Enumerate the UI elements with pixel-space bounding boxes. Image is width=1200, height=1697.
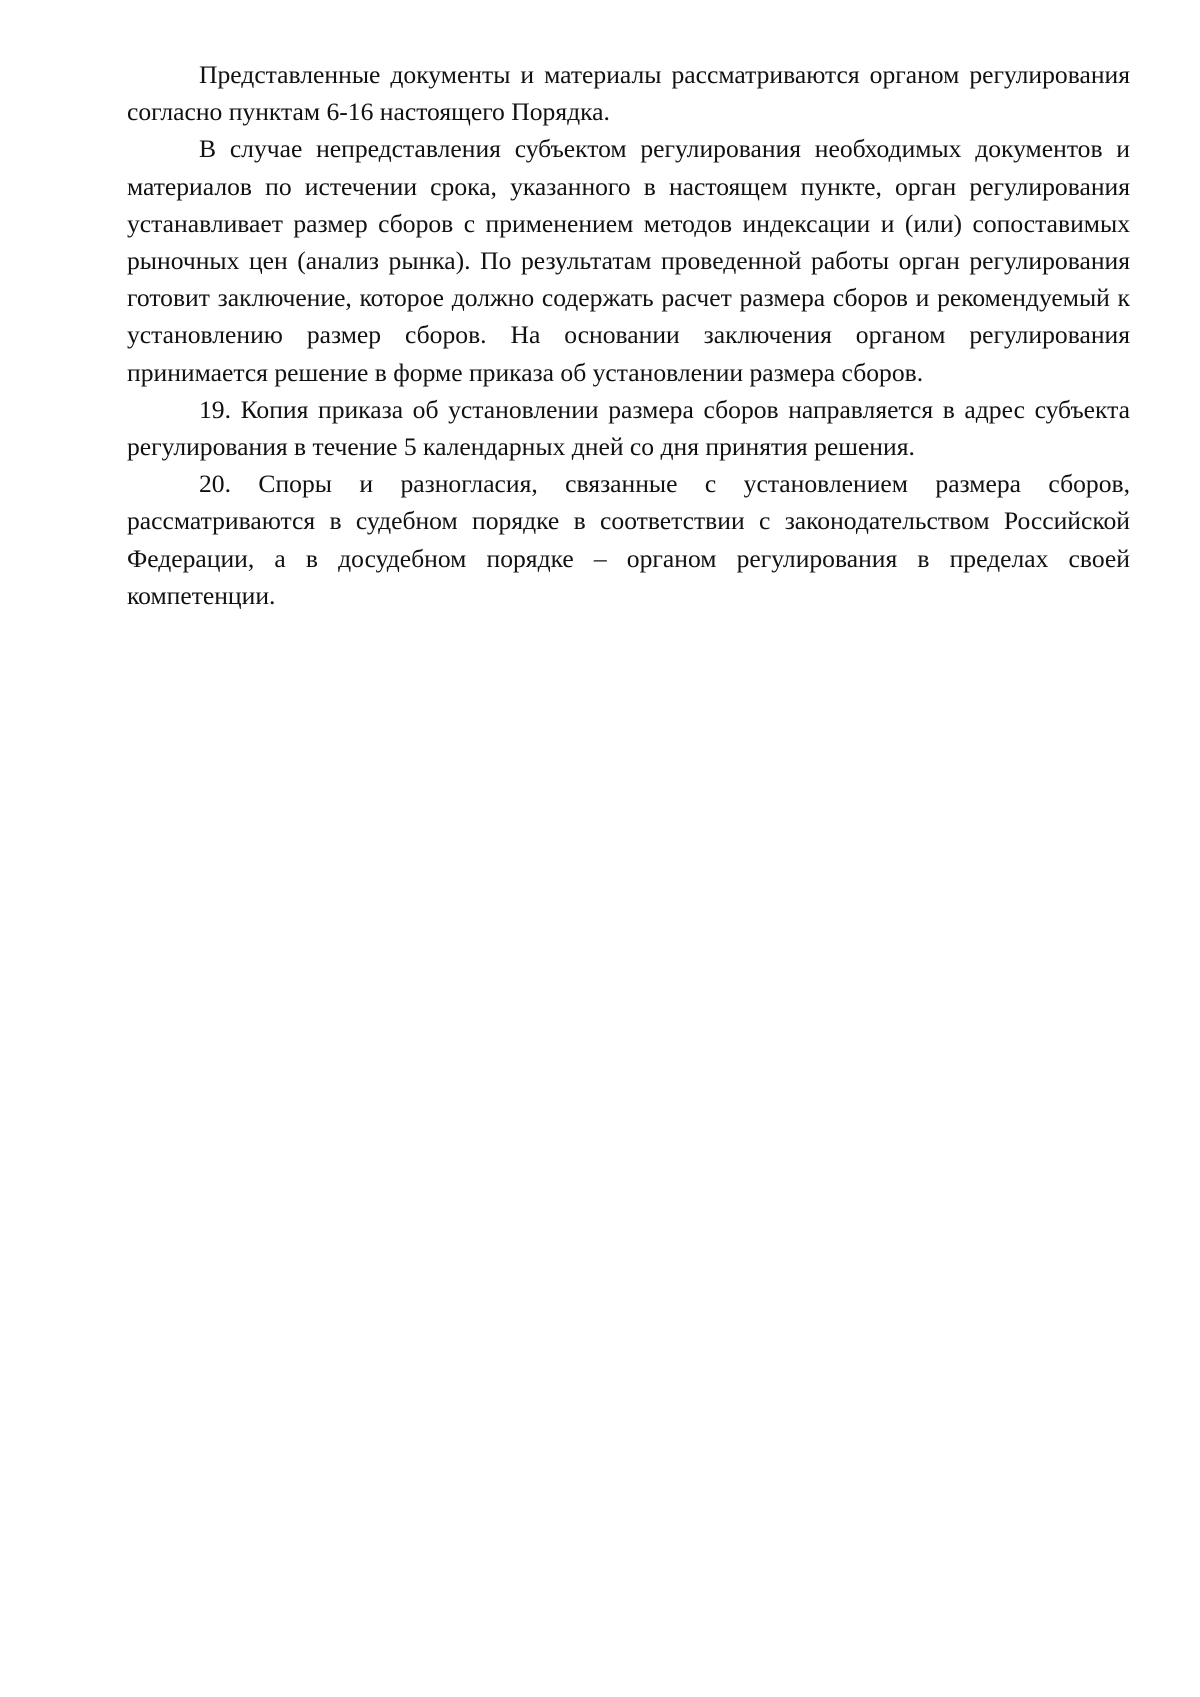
paragraph-non-submission: В случае непредставления субъектом регулирования необходимых документов и материалов по истечении срока, указанного в настоящем пункте, орган регулирования устанавливает размер сборов с применением методов индексации и (или) сопоставимых рыночных цен (анализ рынка). По результатам проведенной работы орган регулирования готовит заключение, которое должно содержать расчет размера сборов и рекомендуемый к установлению размер сборов. На основании заключения органом регулирования принимается решение в форме приказа об установлении размера сборов.: [127, 134, 1130, 387]
paragraph-documents-review: Представленные документы и материалы рассматриваются органом регулирования согласно пунктам 6-16 настоящего Порядка.: [127, 60, 1130, 127]
paragraph-item-19: 19. Копия приказа об установлении размера сборов направляется в адрес субъекта регулирования в течение 5 календарных дней со дня принятия решения.: [127, 394, 1130, 462]
paragraph-item-20: 20. Споры и разногласия, связанные с установлением размера сборов, рассматриваются в судебном порядке в соответствии с законодательством Российской Федерации, а в досудебном порядке – органом регулирования в пределах своей компетенции.: [127, 469, 1130, 610]
document-body: [127, 56, 1130, 614]
